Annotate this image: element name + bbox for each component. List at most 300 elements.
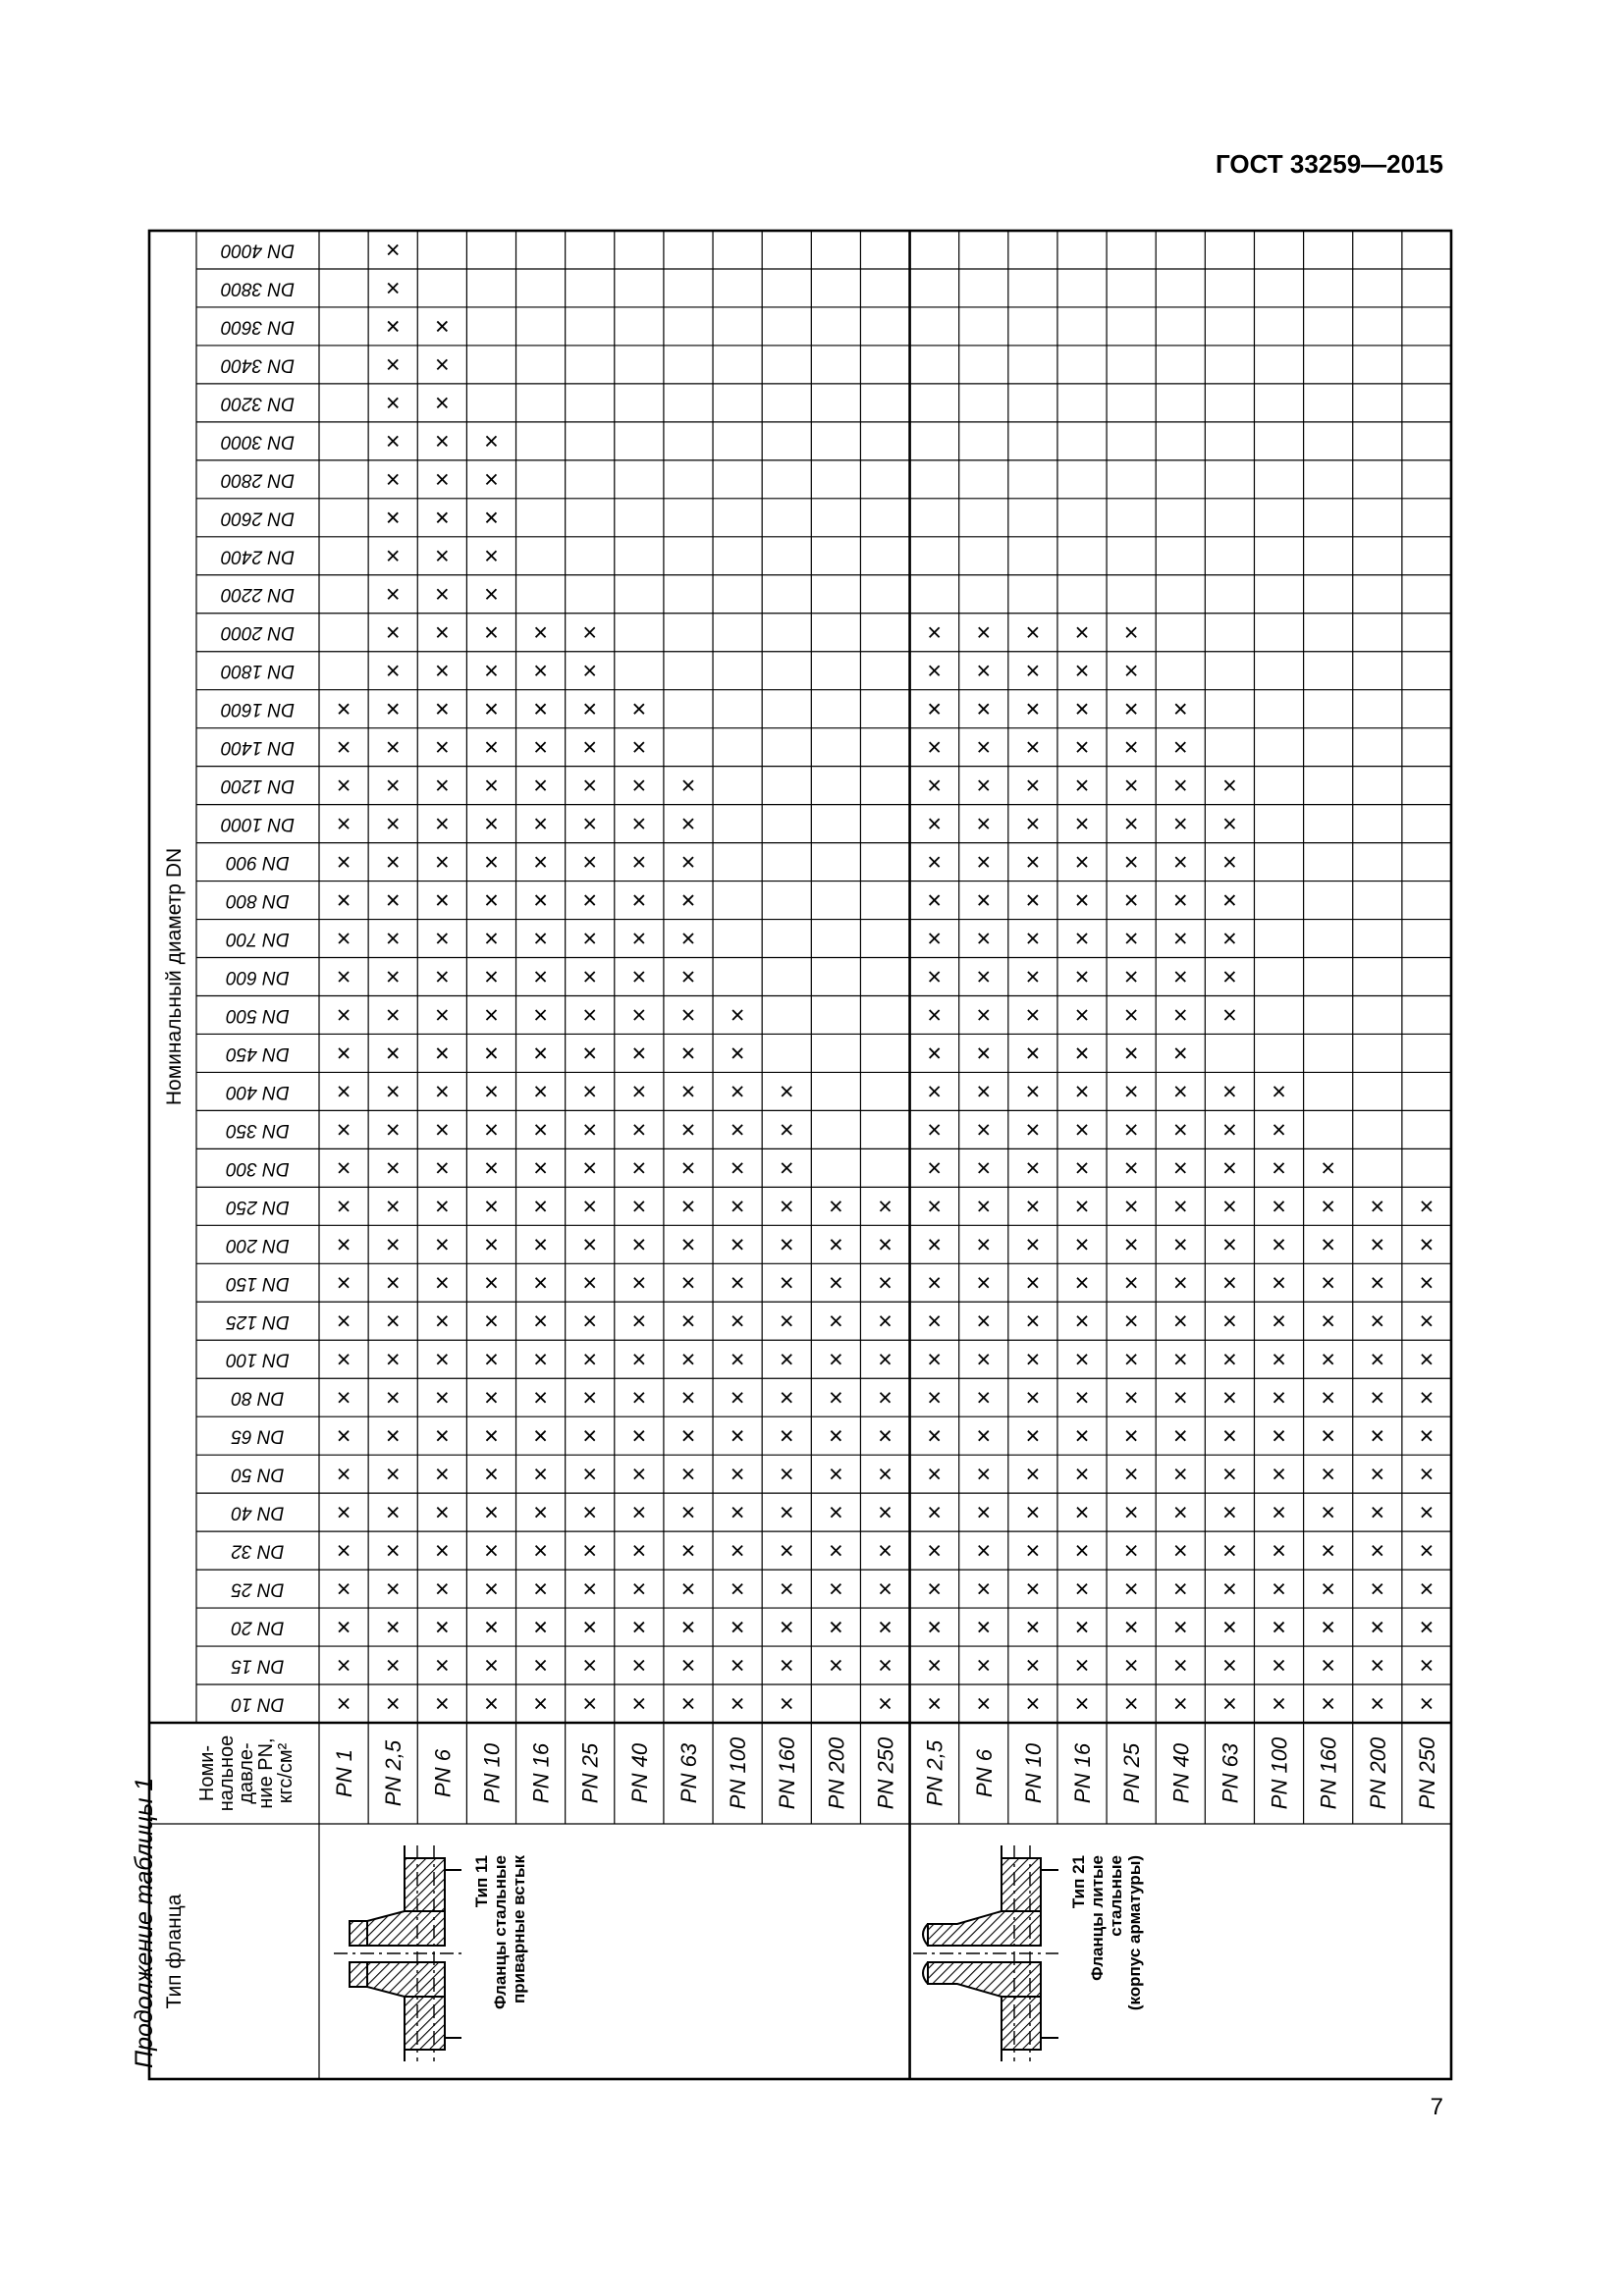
- cross-mark: [339, 1431, 349, 1441]
- page-number: 7: [1430, 2094, 1443, 2120]
- cross-mark: [1324, 1469, 1333, 1479]
- cross-mark: [486, 1087, 496, 1096]
- cross-mark: [1274, 1201, 1284, 1211]
- cross-mark: [1224, 1431, 1234, 1441]
- cross-mark: [1274, 1163, 1284, 1173]
- cross-mark: [1126, 1661, 1136, 1671]
- cross-mark: [881, 1393, 891, 1403]
- cross-mark: [486, 1393, 496, 1403]
- cross-mark: [732, 1699, 742, 1709]
- cross-mark: [1422, 1316, 1432, 1326]
- cross-mark: [1028, 1316, 1038, 1326]
- cross-mark: [634, 1393, 644, 1403]
- cross-mark: [1324, 1316, 1333, 1326]
- cross-mark: [1077, 1010, 1087, 1020]
- cross-mark: [683, 1010, 693, 1020]
- cross-mark: [930, 1163, 940, 1173]
- cross-mark: [1126, 742, 1136, 752]
- cross-mark: [388, 512, 398, 522]
- cross-mark: [486, 1010, 496, 1020]
- cross-mark: [683, 1087, 693, 1096]
- cross-mark: [1077, 666, 1087, 675]
- cross-mark: [732, 1355, 742, 1364]
- cross-mark: [388, 819, 398, 828]
- cross-mark: [1126, 1316, 1136, 1326]
- cross-mark: [1175, 1125, 1185, 1135]
- cross-mark: [881, 1469, 891, 1479]
- cross-mark: [1373, 1623, 1382, 1632]
- cross-mark: [1324, 1431, 1333, 1441]
- flange-type-label: Фланцы стальные: [491, 1855, 510, 2010]
- cross-mark: [388, 1125, 398, 1135]
- cross-mark: [1028, 857, 1038, 867]
- cross-mark: [388, 1469, 398, 1479]
- flange-type-label: Тип 21: [1069, 1855, 1088, 1909]
- cross-mark: [1126, 1278, 1136, 1288]
- cross-mark: [585, 1163, 595, 1173]
- cross-mark: [486, 551, 496, 561]
- cross-mark: [1175, 857, 1185, 867]
- dn-label: DN 350: [226, 1119, 290, 1141]
- cross-mark: [388, 1508, 398, 1518]
- pn-label: PN 2,5: [922, 1739, 947, 1807]
- cross-mark: [782, 1623, 791, 1632]
- cross-mark: [732, 1010, 742, 1020]
- cross-mark: [1373, 1546, 1382, 1556]
- cross-mark: [683, 1431, 693, 1441]
- cross-mark: [979, 1125, 989, 1135]
- flange-type-label: Тип 11: [472, 1855, 491, 1908]
- cross-mark: [634, 704, 644, 714]
- cross-mark: [683, 1393, 693, 1403]
- cross-mark: [1126, 1393, 1136, 1403]
- cross-mark: [881, 1240, 891, 1250]
- cross-mark: [1175, 1546, 1185, 1556]
- cross-mark: [831, 1355, 840, 1364]
- cross-mark: [930, 1661, 940, 1671]
- cross-mark: [1028, 1087, 1038, 1096]
- cross-mark: [437, 819, 447, 828]
- dn-label: DN 1800: [221, 661, 295, 682]
- cross-mark: [388, 1048, 398, 1058]
- cross-mark: [388, 1240, 398, 1250]
- pn-label: PN 10: [1020, 1742, 1046, 1804]
- pn-label: PN 160: [775, 1736, 800, 1810]
- cross-mark: [732, 1316, 742, 1326]
- cross-mark: [437, 1201, 447, 1211]
- cross-mark: [732, 1623, 742, 1632]
- cross-mark: [1224, 1163, 1234, 1173]
- cross-mark: [1126, 1623, 1136, 1632]
- cross-mark: [831, 1584, 840, 1594]
- dn-label: DN 20: [231, 1617, 285, 1638]
- cross-mark: [339, 857, 349, 867]
- cross-mark: [1324, 1508, 1333, 1518]
- cross-mark: [1028, 627, 1038, 637]
- dn-label: DN 125: [226, 1310, 290, 1332]
- table-grid: [149, 231, 1451, 2079]
- cross-mark: [1224, 1316, 1234, 1326]
- cross-mark: [683, 934, 693, 943]
- cross-mark: [1126, 704, 1136, 714]
- dn-label: DN 600: [226, 966, 290, 988]
- dn-label: DN 700: [226, 929, 290, 950]
- cross-mark: [930, 666, 940, 675]
- cross-mark: [1175, 1163, 1185, 1173]
- cross-mark: [1028, 742, 1038, 752]
- cross-mark: [831, 1201, 840, 1211]
- cross-mark: [486, 934, 496, 943]
- cross-mark: [732, 1087, 742, 1096]
- flange-type-11-drawing: [334, 1845, 461, 2061]
- cross-mark: [388, 1278, 398, 1288]
- cross-mark: [930, 1278, 940, 1288]
- dn-label: DN 100: [226, 1349, 290, 1370]
- cross-mark: [585, 1623, 595, 1632]
- cross-mark: [782, 1469, 791, 1479]
- cross-mark: [930, 1201, 940, 1211]
- flange-type-labels: [472, 1855, 1144, 2011]
- dn-label: DN 3600: [221, 316, 295, 338]
- cross-mark: [437, 1546, 447, 1556]
- cross-mark: [1324, 1393, 1333, 1403]
- cross-mark: [437, 589, 447, 599]
- cross-mark: [1224, 780, 1234, 790]
- dn-label: DN 15: [231, 1655, 285, 1677]
- dn-label: DN 300: [226, 1157, 290, 1179]
- cross-mark: [1175, 819, 1185, 828]
- cross-mark: [930, 1546, 940, 1556]
- cross-mark: [536, 1508, 546, 1518]
- cross-mark: [683, 1623, 693, 1632]
- cross-mark: [388, 1355, 398, 1364]
- document-id: ГОСТ 33259—2015: [1216, 149, 1443, 179]
- cross-mark: [1422, 1240, 1432, 1250]
- cross-mark: [979, 934, 989, 943]
- cross-mark: [634, 1125, 644, 1135]
- cross-mark: [585, 972, 595, 982]
- cross-mark: [930, 1623, 940, 1632]
- cross-mark: [536, 1240, 546, 1250]
- cross-mark: [1274, 1431, 1284, 1441]
- cross-mark: [585, 857, 595, 867]
- cross-mark: [536, 1048, 546, 1058]
- cross-mark: [979, 1393, 989, 1403]
- cross-mark: [388, 1584, 398, 1594]
- cross-mark: [1224, 972, 1234, 982]
- cross-mark: [1422, 1355, 1432, 1364]
- cross-mark: [979, 1087, 989, 1096]
- cross-mark: [585, 666, 595, 675]
- cross-mark: [339, 972, 349, 982]
- cross-mark: [1422, 1508, 1432, 1518]
- cross-mark: [979, 1163, 989, 1173]
- cross-mark: [1028, 780, 1038, 790]
- cross-mark: [930, 972, 940, 982]
- cross-mark: [388, 359, 398, 369]
- cross-mark: [1175, 704, 1185, 714]
- cross-mark: [979, 1316, 989, 1326]
- cross-mark: [1422, 1661, 1432, 1671]
- cross-mark: [1126, 857, 1136, 867]
- cross-mark: [1028, 819, 1038, 828]
- cross-mark: [1274, 1508, 1284, 1518]
- cross-mark: [1274, 1661, 1284, 1671]
- cross-mark: [1175, 1201, 1185, 1211]
- cross-mark: [831, 1508, 840, 1518]
- cross-mark: [486, 1699, 496, 1709]
- cross-mark: [339, 1087, 349, 1096]
- cross-mark: [536, 819, 546, 828]
- pn-label: PN 200: [824, 1736, 849, 1810]
- cross-mark: [437, 895, 447, 905]
- cross-mark: [1077, 1546, 1087, 1556]
- cross-mark: [585, 1240, 595, 1250]
- cross-mark: [1028, 1240, 1038, 1250]
- pn-label: PN 1: [332, 1749, 357, 1797]
- dn-label: DN 1400: [221, 737, 295, 759]
- cross-mark: [979, 1201, 989, 1211]
- cross-mark: [732, 1278, 742, 1288]
- dn-label: DN 1000: [221, 814, 295, 835]
- cross-mark: [536, 1431, 546, 1441]
- cross-mark: [388, 589, 398, 599]
- cross-mark: [1126, 627, 1136, 637]
- pn-label: PN 100: [726, 1736, 751, 1810]
- cross-mark: [437, 1431, 447, 1441]
- cross-mark: [634, 1163, 644, 1173]
- cross-mark: [437, 1163, 447, 1173]
- cross-mark: [1373, 1699, 1382, 1709]
- cross-mark: [1077, 780, 1087, 790]
- cross-mark: [782, 1393, 791, 1403]
- cross-mark: [1126, 780, 1136, 790]
- cross-mark: [1422, 1201, 1432, 1211]
- cross-mark: [339, 1661, 349, 1671]
- cross-mark: [979, 972, 989, 982]
- cross-mark: [1126, 1125, 1136, 1135]
- cross-mark: [1077, 1584, 1087, 1594]
- cross-mark: [1028, 1661, 1038, 1671]
- cross-mark: [930, 1240, 940, 1250]
- cross-mark: [486, 1163, 496, 1173]
- cross-mark: [930, 934, 940, 943]
- cross-mark: [437, 742, 447, 752]
- cross-mark: [536, 742, 546, 752]
- cross-mark: [585, 1087, 595, 1096]
- cross-mark: [1274, 1623, 1284, 1632]
- cross-mark: [585, 1508, 595, 1518]
- cross-mark: [831, 1546, 840, 1556]
- cross-mark: [486, 474, 496, 484]
- cross-mark: [486, 1201, 496, 1211]
- cross-mark: [339, 1546, 349, 1556]
- cross-mark: [1126, 934, 1136, 943]
- cross-mark: [1422, 1699, 1432, 1709]
- cross-mark: [634, 1469, 644, 1479]
- cross-mark: [782, 1240, 791, 1250]
- cross-mark: [782, 1431, 791, 1441]
- pn-labels: [332, 1736, 1439, 1809]
- pn-label: PN 16: [528, 1742, 554, 1804]
- cross-mark: [1126, 895, 1136, 905]
- cross-mark: [339, 1623, 349, 1632]
- cross-mark: [732, 1163, 742, 1173]
- cross-mark: [486, 1125, 496, 1135]
- cross-mark: [1175, 780, 1185, 790]
- cross-mark: [437, 436, 447, 446]
- cross-mark: [881, 1661, 891, 1671]
- cross-mark: [634, 1699, 644, 1709]
- cross-mark: [979, 780, 989, 790]
- cross-mark: [1077, 627, 1087, 637]
- dn-label: DN 2200: [221, 584, 295, 606]
- cross-mark: [979, 895, 989, 905]
- cross-mark: [979, 1278, 989, 1288]
- cross-mark: [388, 934, 398, 943]
- cross-mark: [683, 1699, 693, 1709]
- cross-mark: [1175, 742, 1185, 752]
- cross-mark: [536, 1355, 546, 1364]
- cross-mark: [1224, 1240, 1234, 1250]
- cross-mark: [1077, 1508, 1087, 1518]
- cross-mark: [634, 895, 644, 905]
- cross-mark: [536, 1469, 546, 1479]
- cross-mark: [1028, 666, 1038, 675]
- pn-label: PN 25: [577, 1742, 603, 1804]
- cross-mark: [1224, 1010, 1234, 1020]
- cross-mark: [1175, 1355, 1185, 1364]
- cross-mark: [339, 1699, 349, 1709]
- cross-mark: [930, 857, 940, 867]
- cross-mark: [536, 1278, 546, 1288]
- cross-mark: [1224, 1201, 1234, 1211]
- cross-mark: [930, 780, 940, 790]
- cross-mark: [536, 704, 546, 714]
- cross-mark: [1324, 1278, 1333, 1288]
- cross-mark: [486, 1278, 496, 1288]
- cross-mark: [930, 1584, 940, 1594]
- cross-mark: [339, 704, 349, 714]
- pn-label: PN 16: [1070, 1742, 1096, 1804]
- cross-mark: [1077, 742, 1087, 752]
- cross-mark: [486, 1431, 496, 1441]
- dn-label: DN 250: [226, 1196, 290, 1217]
- cross-mark: [536, 895, 546, 905]
- cross-mark: [732, 1546, 742, 1556]
- cross-mark: [634, 934, 644, 943]
- cross-mark: [634, 819, 644, 828]
- dn-label: DN 2000: [221, 622, 295, 644]
- cross-mark: [930, 819, 940, 828]
- cross-mark: [388, 474, 398, 484]
- cross-mark: [1274, 1469, 1284, 1479]
- cross-mark: [339, 1125, 349, 1135]
- cross-mark: [388, 398, 398, 407]
- cross-mark: [486, 1355, 496, 1364]
- cross-mark: [1175, 972, 1185, 982]
- cross-mark: [388, 1431, 398, 1441]
- cross-mark: [979, 1469, 989, 1479]
- cross-mark: [1077, 1240, 1087, 1250]
- pn-label: PN 63: [1218, 1742, 1243, 1804]
- cross-mark: [536, 857, 546, 867]
- pressure-header-line: ние PN,: [255, 1737, 277, 1809]
- cross-mark: [732, 1393, 742, 1403]
- cross-mark: [536, 934, 546, 943]
- cross-mark: [831, 1431, 840, 1441]
- cross-mark: [930, 1048, 940, 1058]
- cross-mark: [1224, 1355, 1234, 1364]
- cross-mark: [782, 1316, 791, 1326]
- cross-mark: [1373, 1393, 1382, 1403]
- cross-mark: [1422, 1469, 1432, 1479]
- cross-mark: [536, 627, 546, 637]
- cross-mark: [437, 1010, 447, 1020]
- cross-mark: [486, 857, 496, 867]
- cross-mark: [634, 1546, 644, 1556]
- cross-mark: [1224, 1278, 1234, 1288]
- dn-label: DN 1600: [221, 699, 295, 721]
- cross-mark: [536, 1546, 546, 1556]
- cross-mark: [1274, 1240, 1284, 1250]
- cross-mark: [1077, 704, 1087, 714]
- cross-mark: [388, 972, 398, 982]
- cross-mark: [831, 1278, 840, 1288]
- cross-mark: [1028, 1623, 1038, 1632]
- cross-mark: [881, 1623, 891, 1632]
- dn-label: DN 65: [231, 1425, 285, 1447]
- cross-mark: [782, 1163, 791, 1173]
- cross-mark: [1175, 1431, 1185, 1441]
- cross-mark: [634, 780, 644, 790]
- cross-mark: [930, 1125, 940, 1135]
- cross-mark: [782, 1278, 791, 1288]
- cross-mark: [585, 819, 595, 828]
- cross-mark: [1373, 1584, 1382, 1594]
- flange-type-label: приварные встык: [510, 1855, 528, 2003]
- cross-mark: [486, 1584, 496, 1594]
- cross-mark: [1028, 1125, 1038, 1135]
- cross-mark: [486, 1623, 496, 1632]
- cross-mark: [388, 1546, 398, 1556]
- dn-label: DN 32: [231, 1540, 285, 1562]
- cross-mark: [1028, 895, 1038, 905]
- cross-mark: [634, 857, 644, 867]
- cross-mark: [1028, 1508, 1038, 1518]
- cross-mark: [881, 1546, 891, 1556]
- cross-mark: [486, 1240, 496, 1250]
- cross-mark: [585, 780, 595, 790]
- cross-mark: [1373, 1661, 1382, 1671]
- cross-mark: [486, 436, 496, 446]
- cross-mark: [683, 895, 693, 905]
- cross-mark: [1175, 1087, 1185, 1096]
- cross-mark: [1324, 1201, 1333, 1211]
- flange-type-21-drawing: [913, 1845, 1058, 2061]
- cross-mark: [634, 1010, 644, 1020]
- pn-label: PN 40: [626, 1742, 652, 1804]
- cross-mark: [831, 1661, 840, 1671]
- cross-mark: [585, 1661, 595, 1671]
- cross-mark: [388, 1623, 398, 1632]
- cross-mark: [979, 819, 989, 828]
- cross-mark: [881, 1508, 891, 1518]
- cross-mark: [683, 857, 693, 867]
- flange-type-header: Тип фланца: [163, 1894, 186, 2009]
- cross-mark: [782, 1087, 791, 1096]
- cross-mark: [881, 1584, 891, 1594]
